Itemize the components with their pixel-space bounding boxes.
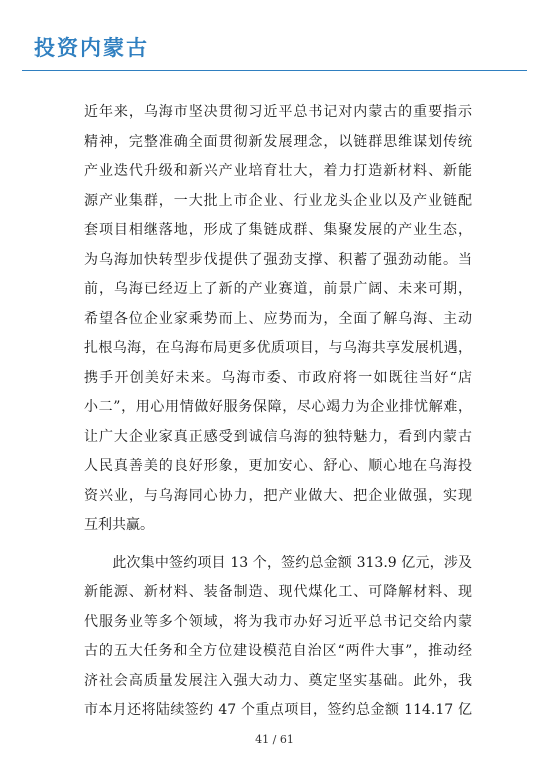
text-line: 套项目相继落地，形成了集链成群、集聚发展的产业生态， [84,222,472,238]
text-line: 源产业集群，一大批上市企业、行业龙头企业以及产业链配 [84,192,472,209]
paragraph-gap [84,541,472,549]
text-line: 让广大企业家真正感受到诚信乌海的独特魅力，看到内蒙古 [84,428,472,445]
article-body [84,98,472,726]
text-line: 前，乌海已经迈上了新的产业赛道，前景广阔、未来可期， [84,281,472,297]
text-line: 扎根乌海，在乌海布局更多优质项目，与乌海共享发展机遇， [84,340,472,356]
text-line: 新能源、新材料、装备制造、现代煤化工、可降解材料、现 [84,584,472,600]
text-line: 希望各位企业家乘势而上、应势而为，全面了解乌海、主动 [84,310,472,327]
section-title: 投资内蒙古 [34,35,149,60]
paragraph [84,549,472,726]
text-line: 古的五大任务和全方位建设模范自治区“两件大事”，推动经 [84,643,472,659]
text-line: 精神，完整准确全面贯彻新发展理念，以链群思维谋划传统 [84,133,472,150]
text-line: 资兴业，与乌海同心协力，把产业做大、把企业做强，实现 [84,487,472,504]
text-line: 小二”，用心用情做好服务保障，尽心竭力为企业排忧解难， [84,399,472,415]
header-divider [22,70,527,71]
text-line: 携手开创美好未来。乌海市委、市政府将一如既往当好“店 [84,369,472,386]
text-line: 人民真善美的良好形象，更加安心、舒心、顺心地在乌海投 [84,458,472,474]
text-line: 代服务业等多个领域，将为我市办好习近平总书记交给内蒙 [84,613,472,630]
paragraph [84,98,472,541]
text-line: 此次集中签约项目 13 个，签约总金额 313.9 亿元，涉及 [84,554,472,571]
text-line: 近年来，乌海市坚决贯彻习近平总书记对内蒙古的重要指示 [84,104,472,120]
text-line: 济社会高质量发展注入强大动力、奠定坚实基础。此外，我 [84,672,472,689]
text-line: 为乌海加快转型步伐提供了强劲支撑、积蓄了强劲动能。当 [84,251,472,268]
text-line: 产业迭代升级和新兴产业培育壮大，着力打造新材料、新能 [84,163,472,179]
page-number: 41 / 61 [255,733,294,746]
text-line: 互利共赢。 [84,517,154,533]
text-line: 市本月还将陆续签约 47 个重点项目，签约总金额 114.17 亿 [84,702,472,718]
